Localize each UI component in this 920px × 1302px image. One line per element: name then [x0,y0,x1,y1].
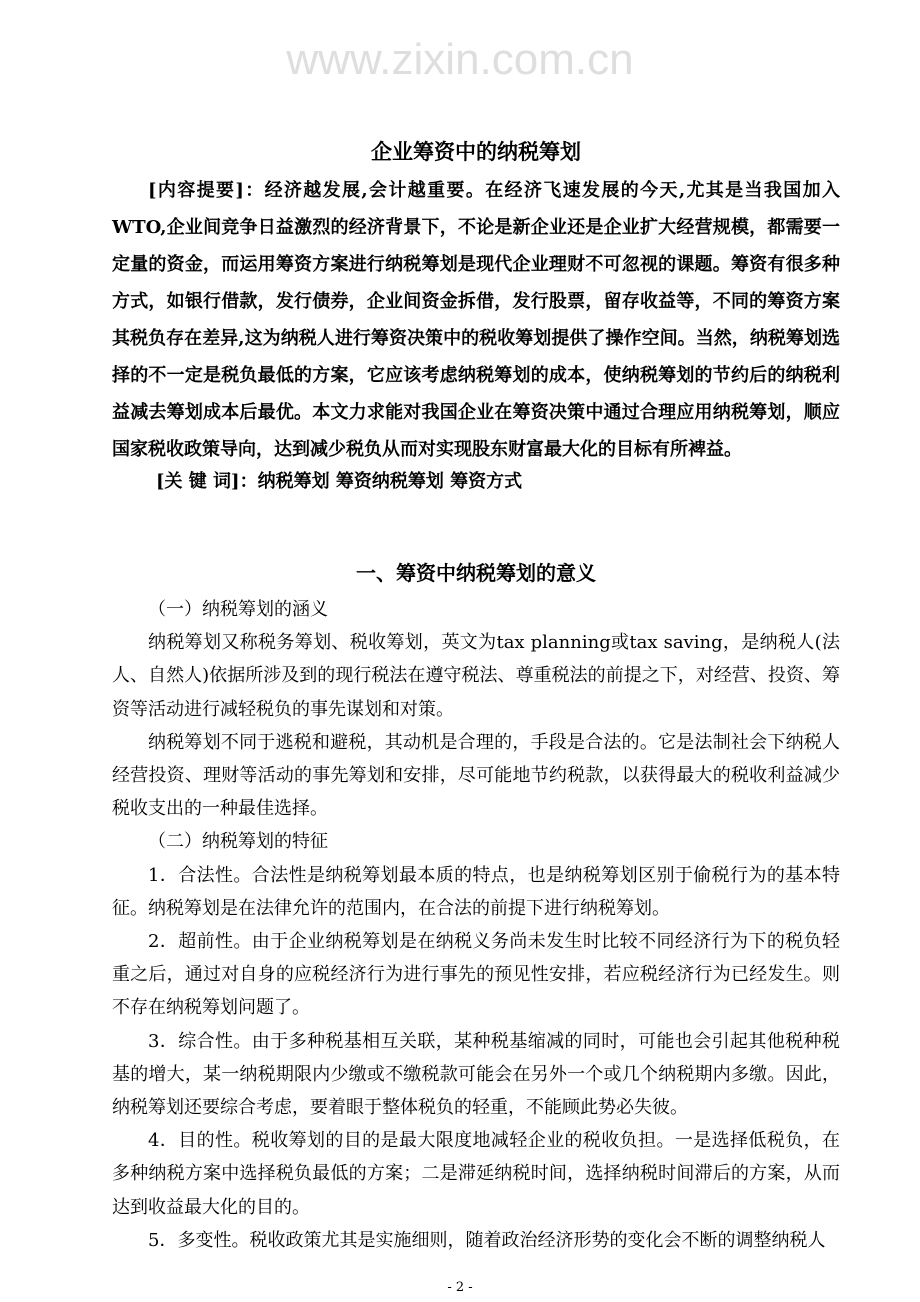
paragraph: 纳税筹划不同于逃税和避税，其动机是合理的，手段是合法的。它是法制社会下纳税人经营投资、理财等活动的事先筹划和安排，尽可能地节约税款，以获得最大的税收利益减少税收支出的一种最佳选择。 [112,731,840,820]
document-page [112,132,840,1257]
watermark: www.zixin.com.cn [286,35,634,84]
feature-paragraph: 4．目的性。税收筹划的目的是最大限度地减轻企业的税收负担。一是选择低税负，在多种纳税方案中选择税负最低的方案；二是滞延纳税时间，选择纳税时间滞后的方案，从而达到收益最大化的目的。 [112,1130,840,1218]
paragraph: 纳税筹划又称税务筹划、税收筹划，英文为tax planning或tax saving，是纳税人(法人、自然人)依据所涉及到的现行税法在遵守税法、尊重税法的前提之下，对经营、投资、筹资等活动进行减轻税负的事先谋划和对策。 [112,632,840,720]
document-title: 企业筹资中的纳税筹划 [371,139,581,164]
feature-paragraph: 3．综合性。由于多种税基相互关联，某种税基缩减的同时，可能也会引起其他税种税基的增大，某一纳税期限内少缴或不缴税款可能会在另外一个或几个纳税期内多缴。因此，纳税筹划还要综合考虑，要着眼于整体税负的轻重，不能顾此势必失彼。 [112,1030,840,1119]
page-number: - 2 - [447,1280,473,1295]
section-heading: 一、筹资中纳税筹划的意义 [356,561,596,585]
feature-paragraph: 1．合法性。合法性是纳税筹划最本质的特点，也是纳税筹划区别于偷税行为的基本特征。纳税筹划是在法律允许的范围内，在合法的前提下进行纳税筹划。 [112,864,840,919]
feature-paragraph: 5．多变性。税收政策尤其是实施细则，随着政治经济形势的变化会不断的调整纳税人 [148,1229,826,1251]
feature-paragraph: 2．超前性。由于企业纳税筹划是在纳税义务尚未发生时比较不同经济行为下的税负轻重之后，通过对自身的应税经济行为进行事先的预见性安排，若应税经济行为已经发生。则不存在纳税筹划问题了。 [112,931,840,1019]
abstract: [内容提要]：经济越发展,会计越重要。在经济飞速发展的今天,尤其是当我国加入WTO,企业间竞争日益激烈的经济背景下，不论是新企业还是企业扩大经营规模，都需要一定量的资金，而运用筹资方案进行纳税筹划是现代企业理财不可忽视的课题。筹资有很多种方式，如银行借款，发行债券，企业间资金拆借，发行股票，留存收益等，不同的筹资方案其税负存在差异,这为纳税人进行筹资决策中的税收筹划提供了操作空间。当然，纳税筹划选择的不一定是税负最低的方案，它应该考虑纳税筹划的成本，使纳税筹划的节约后的纳税利益减去筹划成本后最优。本文力求能对我国企业在筹资决策中通过合理应用纳税筹划，顺应国家税收政策导向，达到减少税负从而对实现股东财富最大化的目标有所裨益。 [112,180,840,460]
subsection-heading: （二）纳税筹划的特征 [148,831,328,853]
keywords: [关 键 词]：纳税筹划 筹资纳税筹划 筹资方式 [156,471,523,492]
subsection-heading: （一）纳税筹划的涵义 [148,599,328,620]
